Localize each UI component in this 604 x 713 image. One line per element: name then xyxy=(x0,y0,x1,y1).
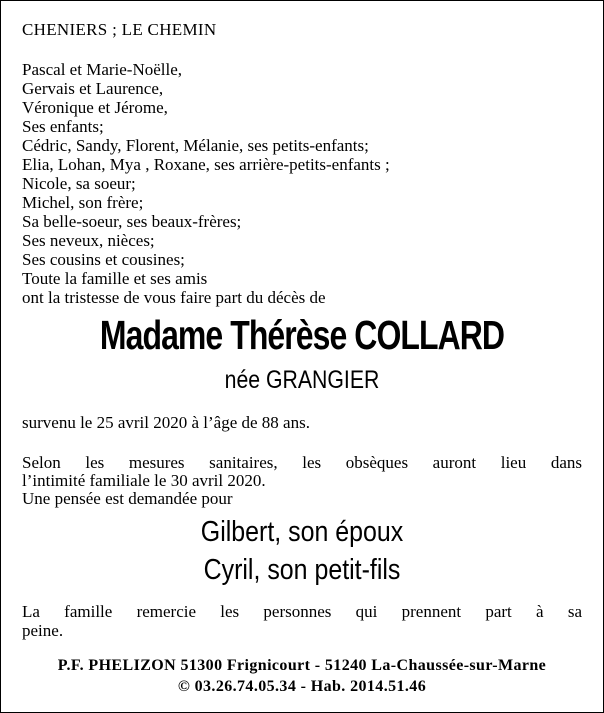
maiden-name: née GRANGIER xyxy=(224,366,380,394)
funeral-home-phone: © 03.26.74.05.34 - Hab. 2014.51.46 xyxy=(177,678,427,695)
family-line: Ses enfants; xyxy=(22,117,104,136)
family-line: Elia, Lohan, Mya , Roxane, ses arrière-petits-enfants ; xyxy=(22,155,390,174)
family-line: Sa belle-soeur, ses beaux-frères; xyxy=(22,212,242,231)
thanks-line-2: peine. xyxy=(22,621,64,640)
death-info: survenu le 25 avril 2020 à l’âge de 88 ans. xyxy=(22,413,310,432)
family-line: Ses cousins et cousines; xyxy=(22,250,185,269)
family-line: Toute la famille et ses amis xyxy=(22,269,208,288)
funeral-line-3: Une pensée est demandée pour xyxy=(22,489,233,508)
family-line: Ses neveux, nièces; xyxy=(22,231,155,250)
family-line: Nicole, sa soeur; xyxy=(22,174,136,193)
deceased-name: Madame Thérèse COLLARD xyxy=(99,312,505,358)
funeral-line-1: Selon les mesures sanitaires, les obsèques auront lieu dans xyxy=(22,453,582,472)
family-line: Gervais et Laurence, xyxy=(22,79,164,98)
funeral-home-address: P.F. PHELIZON 51300 Frignicourt - 51240 La-Chaussée-sur-Marne xyxy=(57,657,547,674)
family-line: Pascal et Marie-Noëlle, xyxy=(22,60,183,79)
thanks-line-1: La famille remercie les personnes qui prennent part à sa xyxy=(22,602,582,621)
family-line: Cédric, Sandy, Florent, Mélanie, ses petits-enfants; xyxy=(22,136,369,155)
family-line: ont la tristesse de vous faire part du décès de xyxy=(22,288,326,307)
notice-heading: CHENIERS ; LE CHEMIN xyxy=(22,20,217,39)
funeral-line-2: l’intimité familiale le 30 avril 2020. xyxy=(22,471,266,490)
family-line: Michel, son frère; xyxy=(22,193,144,212)
memorial-spouse: Gilbert, son époux xyxy=(200,516,404,548)
family-list xyxy=(22,60,390,307)
memorial-grandson: Cyril, son petit-fils xyxy=(203,554,401,586)
family-line: Véronique et Jérome, xyxy=(22,98,168,117)
